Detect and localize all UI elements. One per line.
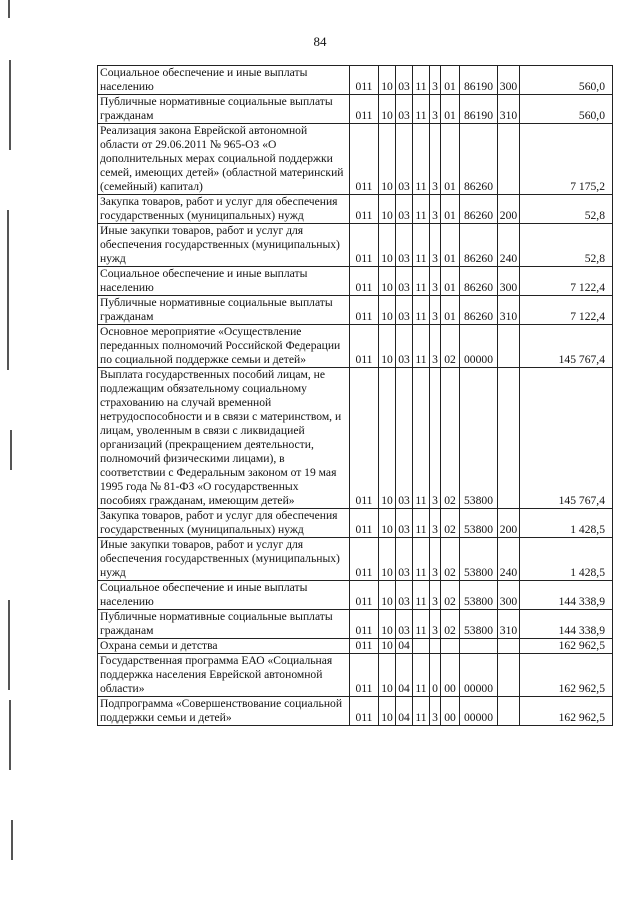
admin-code: 011 bbox=[350, 296, 379, 325]
program-code: 11 bbox=[413, 224, 430, 267]
subprogram-code: 3 bbox=[430, 325, 441, 368]
subsection-code: 03 bbox=[396, 538, 413, 581]
section-code: 10 bbox=[379, 124, 396, 195]
subsection-code: 04 bbox=[396, 697, 413, 726]
scan-edge bbox=[6, 0, 14, 905]
program-code: 11 bbox=[413, 610, 430, 639]
program-code: 11 bbox=[413, 195, 430, 224]
expense-type-code: 300 bbox=[498, 581, 520, 610]
row-name: Выплата государственных пособий лицам, не подлежащим обязательному социальному страхованию на случай временной нетрудоспособности и в связи с материнством, и лицам, уволенным в связи с ликвидацией организаций (прекращением деятельности, полномочий физическими лицами), в соответствии с Федеральным законом от 19 мая 1995 года № 81-ФЗ «О государственных пособиях гражданам, имеющим детей» bbox=[98, 368, 350, 509]
row-name: Основное мероприятие «Осуществление переданных полномочий Российской Федерации по социальной поддержке семьи и детей» bbox=[98, 325, 350, 368]
program-code: 11 bbox=[413, 538, 430, 581]
admin-code: 011 bbox=[350, 195, 379, 224]
main-event-code: 01 bbox=[441, 195, 460, 224]
amount: 162 962,5 bbox=[520, 697, 613, 726]
table-row bbox=[98, 654, 613, 697]
subsection-code: 03 bbox=[396, 224, 413, 267]
admin-code: 011 bbox=[350, 368, 379, 509]
section-code: 10 bbox=[379, 267, 396, 296]
admin-code: 011 bbox=[350, 639, 379, 654]
amount: 7 122,4 bbox=[520, 267, 613, 296]
section-code: 10 bbox=[379, 195, 396, 224]
row-name: Подпрограмма «Совершенствование социальной поддержки семьи и детей» bbox=[98, 697, 350, 726]
amount: 144 338,9 bbox=[520, 581, 613, 610]
row-name: Иные закупки товаров, работ и услуг для обеспечения государственных (муниципальных) нужд bbox=[98, 538, 350, 581]
subsection-code: 03 bbox=[396, 195, 413, 224]
subprogram-code: 3 bbox=[430, 509, 441, 538]
program-code: 11 bbox=[413, 509, 430, 538]
row-name: Закупка товаров, работ и услуг для обеспечения государственных (муниципальных) нужд bbox=[98, 195, 350, 224]
subprogram-code bbox=[430, 639, 441, 654]
subprogram-code: 3 bbox=[430, 610, 441, 639]
row-name: Публичные нормативные социальные выплаты гражданам bbox=[98, 95, 350, 124]
main-event-code: 01 bbox=[441, 124, 460, 195]
program-code: 11 bbox=[413, 267, 430, 296]
expense-type-code: 310 bbox=[498, 296, 520, 325]
subprogram-code: 3 bbox=[430, 124, 441, 195]
subsection-code: 03 bbox=[396, 581, 413, 610]
expense-type-code bbox=[498, 639, 520, 654]
table-row bbox=[98, 296, 613, 325]
main-event-code: 02 bbox=[441, 325, 460, 368]
subsection-code: 04 bbox=[396, 639, 413, 654]
subprogram-code: 3 bbox=[430, 195, 441, 224]
expense-type-code: 200 bbox=[498, 509, 520, 538]
admin-code: 011 bbox=[350, 224, 379, 267]
admin-code: 011 bbox=[350, 581, 379, 610]
amount: 145 767,4 bbox=[520, 325, 613, 368]
table-row bbox=[98, 538, 613, 581]
main-event-code: 01 bbox=[441, 224, 460, 267]
section-code: 10 bbox=[379, 581, 396, 610]
program-code bbox=[413, 639, 430, 654]
expense-item-code bbox=[460, 639, 498, 654]
table-body bbox=[98, 66, 613, 726]
section-code: 10 bbox=[379, 509, 396, 538]
program-code: 11 bbox=[413, 95, 430, 124]
subprogram-code: 3 bbox=[430, 697, 441, 726]
subprogram-code: 3 bbox=[430, 296, 441, 325]
amount: 144 338,9 bbox=[520, 610, 613, 639]
admin-code: 011 bbox=[350, 95, 379, 124]
main-event-code: 00 bbox=[441, 697, 460, 726]
program-code: 11 bbox=[413, 368, 430, 509]
expense-item-code: 53800 bbox=[460, 538, 498, 581]
amount: 162 962,5 bbox=[520, 654, 613, 697]
table-row bbox=[98, 95, 613, 124]
expense-type-code bbox=[498, 368, 520, 509]
section-code: 10 bbox=[379, 538, 396, 581]
table-row bbox=[98, 124, 613, 195]
admin-code: 011 bbox=[350, 509, 379, 538]
subsection-code: 03 bbox=[396, 66, 413, 95]
main-event-code: 02 bbox=[441, 581, 460, 610]
section-code: 10 bbox=[379, 66, 396, 95]
expense-item-code: 86190 bbox=[460, 66, 498, 95]
program-code: 11 bbox=[413, 124, 430, 195]
expense-type-code: 300 bbox=[498, 66, 520, 95]
table-row bbox=[98, 224, 613, 267]
program-code: 11 bbox=[413, 697, 430, 726]
subprogram-code: 3 bbox=[430, 224, 441, 267]
admin-code: 011 bbox=[350, 124, 379, 195]
admin-code: 011 bbox=[350, 66, 379, 95]
program-code: 11 bbox=[413, 325, 430, 368]
expense-type-code: 310 bbox=[498, 610, 520, 639]
expense-item-code: 53800 bbox=[460, 581, 498, 610]
row-name: Социальное обеспечение и иные выплаты населению bbox=[98, 581, 350, 610]
admin-code: 011 bbox=[350, 654, 379, 697]
expense-type-code bbox=[498, 697, 520, 726]
expense-item-code: 86260 bbox=[460, 267, 498, 296]
expense-type-code bbox=[498, 325, 520, 368]
expense-item-code: 86260 bbox=[460, 195, 498, 224]
section-code: 10 bbox=[379, 224, 396, 267]
subsection-code: 03 bbox=[396, 124, 413, 195]
expense-item-code: 53800 bbox=[460, 368, 498, 509]
table-row bbox=[98, 581, 613, 610]
section-code: 10 bbox=[379, 654, 396, 697]
expense-type-code: 240 bbox=[498, 538, 520, 581]
expense-item-code: 86190 bbox=[460, 95, 498, 124]
section-code: 10 bbox=[379, 296, 396, 325]
row-name: Охрана семьи и детства bbox=[98, 639, 350, 654]
main-event-code: 01 bbox=[441, 95, 460, 124]
admin-code: 011 bbox=[350, 325, 379, 368]
row-name: Государственная программа ЕАО «Социальная поддержка населения Еврейской автономной области» bbox=[98, 654, 350, 697]
expense-item-code: 86260 bbox=[460, 224, 498, 267]
subprogram-code: 3 bbox=[430, 538, 441, 581]
amount: 560,0 bbox=[520, 66, 613, 95]
section-code: 10 bbox=[379, 697, 396, 726]
main-event-code: 02 bbox=[441, 368, 460, 509]
table-row bbox=[98, 195, 613, 224]
subprogram-code: 3 bbox=[430, 95, 441, 124]
program-code: 11 bbox=[413, 654, 430, 697]
expense-item-code: 53800 bbox=[460, 509, 498, 538]
admin-code: 011 bbox=[350, 610, 379, 639]
page-number: 84 bbox=[313, 34, 327, 49]
program-code: 11 bbox=[413, 66, 430, 95]
subprogram-code: 3 bbox=[430, 66, 441, 95]
admin-code: 011 bbox=[350, 267, 379, 296]
admin-code: 011 bbox=[350, 538, 379, 581]
main-event-code: 00 bbox=[441, 654, 460, 697]
expense-type-code bbox=[498, 654, 520, 697]
section-code: 10 bbox=[379, 639, 396, 654]
admin-code: 011 bbox=[350, 697, 379, 726]
subsection-code: 03 bbox=[396, 610, 413, 639]
expense-type-code: 310 bbox=[498, 95, 520, 124]
subsection-code: 03 bbox=[396, 368, 413, 509]
table-row bbox=[98, 610, 613, 639]
table-row bbox=[98, 639, 613, 654]
main-event-code: 02 bbox=[441, 610, 460, 639]
table-row bbox=[98, 66, 613, 95]
table-row bbox=[98, 509, 613, 538]
amount: 1 428,5 bbox=[520, 538, 613, 581]
amount: 1 428,5 bbox=[520, 509, 613, 538]
expense-item-code: 86260 bbox=[460, 296, 498, 325]
subprogram-code: 3 bbox=[430, 581, 441, 610]
main-event-code: 02 bbox=[441, 509, 460, 538]
amount: 7 175,2 bbox=[520, 124, 613, 195]
subsection-code: 03 bbox=[396, 267, 413, 296]
subprogram-code: 3 bbox=[430, 267, 441, 296]
section-code: 10 bbox=[379, 95, 396, 124]
table-row bbox=[98, 368, 613, 509]
expense-type-code: 300 bbox=[498, 267, 520, 296]
main-event-code: 02 bbox=[441, 538, 460, 581]
table-row bbox=[98, 697, 613, 726]
main-event-code: 01 bbox=[441, 66, 460, 95]
row-name: Иные закупки товаров, работ и услуг для обеспечения государственных (муниципальных) нужд bbox=[98, 224, 350, 267]
expense-type-code: 200 bbox=[498, 195, 520, 224]
row-name: Закупка товаров, работ и услуг для обеспечения государственных (муниципальных) нужд bbox=[98, 509, 350, 538]
section-code: 10 bbox=[379, 368, 396, 509]
budget-table bbox=[97, 65, 613, 726]
subsection-code: 04 bbox=[396, 654, 413, 697]
expense-item-code: 86260 bbox=[460, 124, 498, 195]
subprogram-code: 3 bbox=[430, 368, 441, 509]
section-code: 10 bbox=[379, 610, 396, 639]
subprogram-code: 0 bbox=[430, 654, 441, 697]
table-row bbox=[98, 325, 613, 368]
main-event-code bbox=[441, 639, 460, 654]
subsection-code: 03 bbox=[396, 509, 413, 538]
program-code: 11 bbox=[413, 296, 430, 325]
expense-item-code: 00000 bbox=[460, 325, 498, 368]
row-name: Публичные нормативные социальные выплаты гражданам bbox=[98, 610, 350, 639]
amount: 560,0 bbox=[520, 95, 613, 124]
expense-item-code: 53800 bbox=[460, 610, 498, 639]
program-code: 11 bbox=[413, 581, 430, 610]
amount: 162 962,5 bbox=[520, 639, 613, 654]
amount: 52,8 bbox=[520, 224, 613, 267]
subsection-code: 03 bbox=[396, 296, 413, 325]
main-event-code: 01 bbox=[441, 296, 460, 325]
amount: 7 122,4 bbox=[520, 296, 613, 325]
amount: 145 767,4 bbox=[520, 368, 613, 509]
expense-type-code bbox=[498, 124, 520, 195]
subsection-code: 03 bbox=[396, 95, 413, 124]
subsection-code: 03 bbox=[396, 325, 413, 368]
row-name: Социальное обеспечение и иные выплаты населению bbox=[98, 66, 350, 95]
expense-item-code: 00000 bbox=[460, 654, 498, 697]
expense-item-code: 00000 bbox=[460, 697, 498, 726]
row-name: Социальное обеспечение и иные выплаты населению bbox=[98, 267, 350, 296]
row-name: Реализация закона Еврейской автономной области от 29.06.2011 № 965-ОЗ «О дополнительных мерах социальной поддержки семей, имеющих детей» (областной материнский (семейный) капитал) bbox=[98, 124, 350, 195]
row-name: Публичные нормативные социальные выплаты гражданам bbox=[98, 296, 350, 325]
section-code: 10 bbox=[379, 325, 396, 368]
main-event-code: 01 bbox=[441, 267, 460, 296]
amount: 52,8 bbox=[520, 195, 613, 224]
table-row bbox=[98, 267, 613, 296]
expense-type-code: 240 bbox=[498, 224, 520, 267]
